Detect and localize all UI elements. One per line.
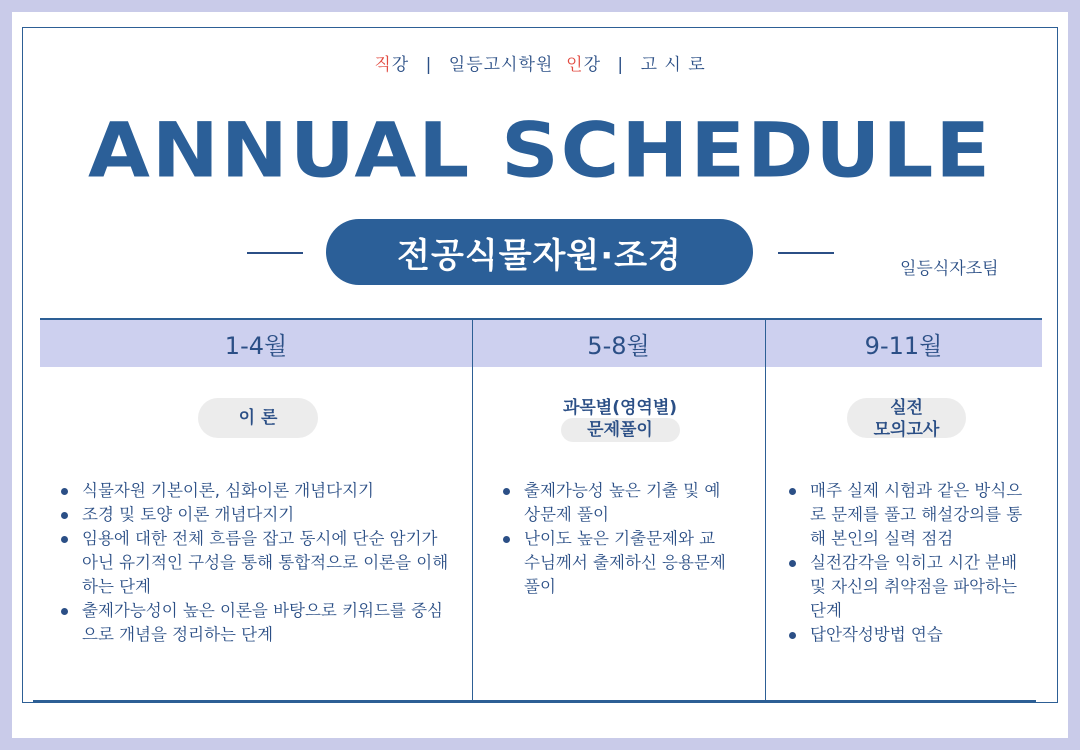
list-item: 난이도 높은 기출문제와 교수님께서 출제하신 응용문제풀이 bbox=[500, 527, 728, 599]
academy-name: 일등고시학원 bbox=[448, 55, 554, 75]
column-2-list bbox=[500, 479, 728, 599]
stage-label-theory: 이 론 bbox=[238, 408, 278, 428]
academy-part-5: 강 bbox=[583, 55, 602, 75]
list-item: 출제가능성이 높은 이론을 바탕으로 키워드를 중심으로 개념을 정리하는 단계 bbox=[58, 599, 450, 647]
list-item: 식물자원 기본이론, 심화이론 개념다지기 bbox=[58, 479, 450, 503]
stage-line: 과목별(영역별) bbox=[562, 398, 678, 418]
column-divider bbox=[472, 318, 473, 702]
separator: | bbox=[425, 55, 433, 75]
list-item: 답안작성방법 연습 bbox=[786, 623, 1038, 647]
list-item: 조경 및 토양 이론 개념다지기 bbox=[58, 503, 450, 527]
period-1: 1-4월 bbox=[224, 332, 288, 360]
academy-line bbox=[0, 50, 1080, 75]
stage-line: 모의고사 bbox=[873, 420, 940, 440]
academy-part-2: 강 bbox=[391, 55, 410, 75]
stage-line: 문제풀이 bbox=[587, 420, 653, 440]
stage-label-mock bbox=[847, 397, 966, 441]
separator: | bbox=[617, 55, 625, 75]
academy-goshiro: 고 시 로 bbox=[640, 55, 706, 75]
academy-part-4: 인 bbox=[566, 55, 584, 75]
period-3: 9-11월 bbox=[864, 332, 943, 360]
list-item: 임용에 대한 전체 흐름을 잡고 동시에 단순 암기가 아닌 유기적인 구성을 통해 통합적으로 이론을 이해하는 단계 bbox=[58, 527, 450, 599]
list-item: 실전감각을 익히고 시간 분배 및 자신의 취약점을 파악하는 단계 bbox=[786, 551, 1038, 623]
title-dash-left bbox=[247, 252, 303, 254]
stage-label-practice bbox=[530, 397, 710, 441]
list-item: 출제가능성 높은 기출 및 예상문제 풀이 bbox=[500, 479, 728, 527]
academy-part-1: 직 bbox=[374, 55, 392, 75]
column-divider bbox=[765, 318, 766, 702]
page-title: ANNUAL SCHEDULE bbox=[88, 106, 992, 195]
column-1-list bbox=[58, 479, 450, 647]
list-item: 매주 실제 시험과 같은 방식으로 문제를 풀고 해설강의를 통해 본인의 실력 점검 bbox=[786, 479, 1038, 551]
title-dash-right bbox=[778, 252, 834, 254]
column-3-list bbox=[786, 479, 1038, 647]
schedule-header-row bbox=[40, 318, 1042, 367]
table-bottom-line bbox=[33, 700, 1036, 702]
team-name: 일등식자조팀 bbox=[900, 259, 999, 279]
stage-line: 실전 bbox=[890, 398, 923, 418]
period-2: 5-8월 bbox=[587, 332, 650, 360]
subject-pill: 전공식물자원·조경 bbox=[326, 219, 753, 285]
